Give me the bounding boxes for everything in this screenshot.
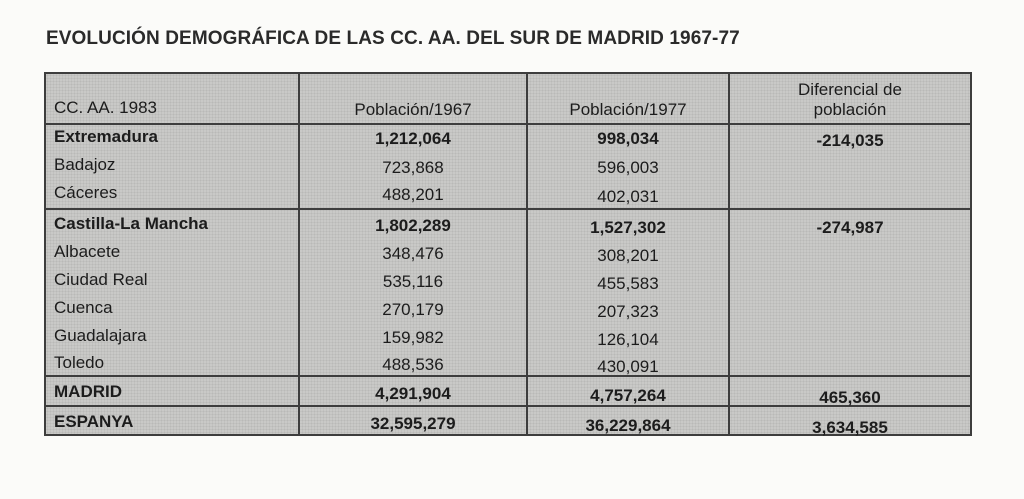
header-population-1967: Población/1967 (354, 100, 472, 119)
row-pop1967: 488,536 (382, 355, 444, 374)
row-pop1967: 535,116 (382, 272, 444, 291)
row-pop1977: 1,527,302 (590, 218, 666, 237)
row-diff: 465,360 (819, 388, 881, 407)
row-pop1967: 270,179 (382, 300, 444, 319)
header-differential-line2: población (813, 100, 887, 119)
row-pop1977: 596,003 (597, 158, 659, 177)
row-name: ESPANYA (54, 412, 134, 431)
row-pop1967: 348,476 (382, 244, 444, 263)
row-pop1967: 723,868 (382, 158, 444, 177)
row-pop1967: 4,291,904 (375, 384, 451, 403)
row-pop1977: 455,583 (597, 274, 659, 293)
population-table (44, 72, 972, 436)
row-name: Cuenca (54, 298, 113, 317)
row-pop1967: 1,212,064 (375, 129, 451, 148)
row-pop1977: 126,104 (597, 330, 659, 349)
header-divider (46, 123, 970, 125)
row-name: MADRID (54, 382, 122, 401)
row-name: Toledo (54, 353, 105, 372)
row-name: Extremadura (54, 127, 158, 146)
group-divider (46, 375, 970, 377)
group-divider (46, 208, 970, 210)
row-pop1977: 402,031 (597, 187, 659, 206)
row-name: Castilla-La Mancha (54, 214, 208, 233)
row-name: Cáceres (54, 183, 118, 202)
header-region: CC. AA. 1983 (54, 98, 158, 117)
row-pop1977: 36,229,864 (585, 416, 671, 435)
row-name: Guadalajara (54, 326, 147, 345)
row-diff: 3,634,585 (812, 418, 888, 437)
row-name: Ciudad Real (54, 270, 148, 289)
row-pop1967: 1,802,289 (375, 216, 451, 235)
row-pop1977: 207,323 (597, 302, 659, 321)
row-pop1967: 488,201 (382, 185, 444, 204)
row-pop1967: 32,595,279 (370, 414, 456, 433)
row-name: Albacete (54, 242, 121, 261)
row-pop1977: 430,091 (597, 357, 659, 376)
row-diff: -214,035 (816, 131, 884, 150)
header-differential-line1: Diferencial de (798, 80, 902, 99)
row-diff: -274,987 (816, 218, 884, 237)
row-pop1967: 159,982 (382, 328, 444, 347)
header-population-1977: Población/1977 (569, 100, 687, 119)
row-name: Badajoz (54, 155, 116, 174)
page-title: EVOLUCIÓN DEMOGRÁFICA DE LAS CC. AA. DEL SUR DE MADRID 1967-77 (46, 28, 740, 49)
row-pop1977: 4,757,264 (590, 386, 666, 405)
row-pop1977: 998,034 (597, 129, 659, 148)
row-pop1977: 308,201 (597, 246, 659, 265)
